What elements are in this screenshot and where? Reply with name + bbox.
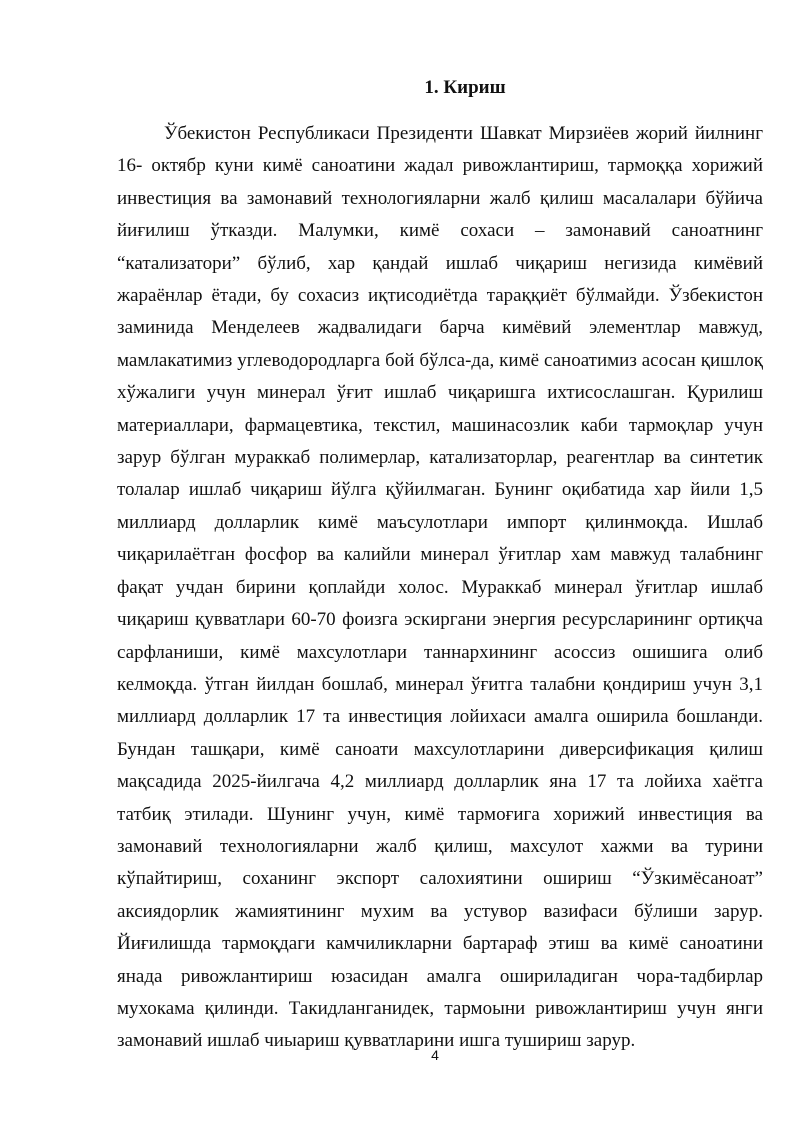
section-heading: 1. Кириш (424, 77, 506, 98)
body-paragraph: Ўбекистон Республикаси Президенти Шавкат Мирзиёев жорий йилнинг 16- октябр куни кимё саноатини жадал ривожлантириш, тармоққа хорижий инвестиция ва замонавий технологияларни жалб қилиш масалалари бўйича йиғилиш ўтказди. Малумки, кимё сохаси – замонавий саноатнинг “катализатори” бўлиб, хар қандай ишлаб чиқариш негизида кимёвий жараёнлар ётади, бу сохасиз иқтисодиётда тараққиёт бўлмайди. Ўзбекистон заминида Менделеев жадвалидаги барча кимёвий элементлар мавжуд, мамлакатимиз углеводородларга бой бўлса-да, кимё саноатимиз асосан қишлоқ хўжалиги учун минерал ўғит ишлаб чиқаришга ихтисослашган. Қурилиш материаллари, фармацевтика, текстил, машинасозлик каби тармоқлар учун зарур бўлган мураккаб полимерлар, катализаторлар, реагентлар ва синтетик толалар ишлаб чиқариш йўлга қўйилмаган. Бунинг оқибатида хар йили 1,5 миллиард долларлик кимё маъсулотлари импорт қилинмоқда. Ишлаб чиқарилаётган фосфор ва калийли минерал ўғитлар хам мавжуд талабнинг фақат учдан бирини қоплайди холос. Мураккаб минерал ўғитлар ишлаб чиқариш қувватлари 60-70 фоизга эскиргани энергия ресурсларининг ортиқча сарфланиши, кимё махсулотлари таннархининг асоссиз ошишига олиб келмоқда. ўтган йилдан бошлаб, минерал ўғитга талабни қондириш учун 3,1 миллиард долларлик 17 та инвестиция лойихаси амалга оширила бошланди. Бундан ташқари, кимё саноати махсулотларини диверсификация қилиш мақсадида 2025-йилгача 4,2 миллиард долларлик яна 17 та лойиха хаётга татбиқ этилади. Шунинг учун, кимё тармоғига хорижий инвестиция ва замонавий технологияларни жалб қилиш, махсулот хажми ва турини кўпайтириш, соханинг экспорт салохиятини ошириш “Ўзкимёсаноат” аксиядорлик жамиятининг мухим ва устувор вазифаси бўлиши зарур. Йиғилишда тармоқдаги камчиликларни бартараф этиш ва кимё саноатини янада ривожлантириш юзасидан амалга ошириладиган чора-тадбирлар мухокама қилинди. Такидланганидек, тармоыни ривожлантириш учун янги замонавий ишлаб чиыариш қувватларини ишга тушириш зарур. (117, 123, 763, 1052)
page-number: 4 (431, 1047, 439, 1063)
